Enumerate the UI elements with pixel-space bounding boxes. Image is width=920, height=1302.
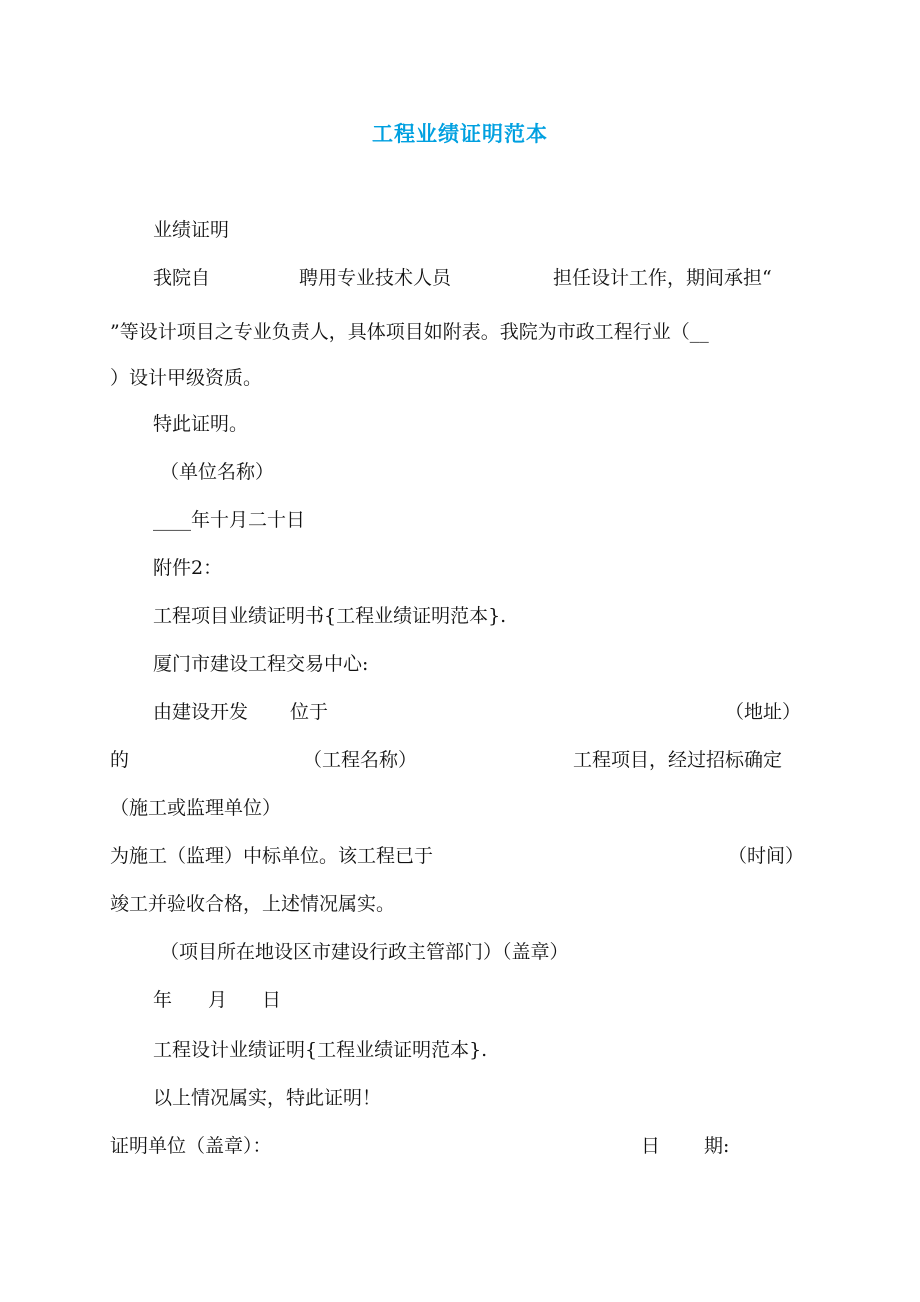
certify-statement: 特此证明。 <box>153 413 249 435</box>
department-seal: （项目所在地设区市建设行政主管部门）（盖章） <box>160 941 569 963</box>
attachment-label: 附件2： <box>153 557 223 579</box>
certifying-unit-seal: 证明单位（盖章）： <box>110 1135 272 1157</box>
true-statement: 以上情况属实，特此证明！ <box>153 1087 382 1109</box>
paragraph2-completion: 竣工并验收合格，上述情况属实。 <box>110 893 396 915</box>
paragraph2-address: （地址） <box>725 701 802 723</box>
date-label-day: 日 <box>641 1135 661 1157</box>
year-label: 年 <box>153 989 173 1011</box>
date-line: ____年十月二十日 <box>153 509 306 531</box>
paragraph1-role: 担任设计工作，期间承担“ <box>553 267 772 289</box>
paragraph2-winning-unit: 为施工（监理）中标单位。该工程已于 <box>110 845 434 867</box>
addressee: 厦门市建设工程交易中心: <box>153 653 369 675</box>
unit-name-placeholder: （单位名称） <box>160 461 275 483</box>
paragraph1-line3: ）设计甲级资质。 <box>110 367 263 389</box>
day-label: 日 <box>262 989 282 1011</box>
heading-performance-certificate: 业绩证明 <box>153 219 230 241</box>
month-label: 月 <box>208 989 228 1011</box>
paragraph2-contractor: （施工或监理单位） <box>110 797 282 819</box>
date-label-period: 期: <box>704 1135 730 1157</box>
paragraph1-start: 我院自 <box>153 267 211 289</box>
project-certificate-heading: 工程项目业绩证明书{工程业绩证明范本}. <box>153 605 507 627</box>
paragraph2-of: 的 <box>110 749 130 771</box>
design-certificate-heading: 工程设计业绩证明{工程业绩证明范本}. <box>153 1039 488 1061</box>
paragraph2-time: （时间） <box>728 845 805 867</box>
paragraph1-line2: ”等设计项目之专业负责人，具体项目如附表。我院为市政工程行业（__ <box>110 321 709 343</box>
paragraph1-hire: 聘用专业技术人员 <box>299 267 452 289</box>
paragraph2-developer: 由建设开发 <box>153 701 249 723</box>
paragraph2-project-name: （工程名称） <box>303 749 418 771</box>
paragraph2-located: 位于 <box>290 701 329 723</box>
paragraph2-tender: 工程项目，经过招标确定 <box>573 749 783 771</box>
document-title: 工程业绩证明范本 <box>372 122 548 146</box>
